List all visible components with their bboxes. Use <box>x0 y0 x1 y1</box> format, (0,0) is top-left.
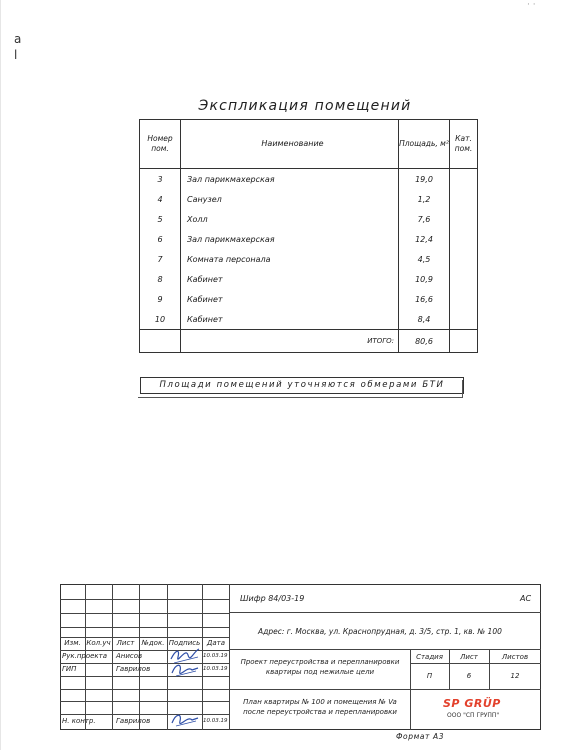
stamp-col-ndok: №док. <box>141 639 165 647</box>
room-name: Санузел <box>181 189 399 209</box>
stamp-col-podpis: Подпись <box>168 639 201 647</box>
room-area: 7,6 <box>399 209 450 229</box>
room-area: 19,0 <box>399 169 450 190</box>
corner-mark-2: l <box>14 48 18 62</box>
stamp-name-rukproekta: Анисов <box>116 652 143 660</box>
corner-mark: a <box>14 32 22 46</box>
room-category <box>450 249 478 269</box>
table-row <box>140 209 478 229</box>
stamp-stadia-value: П <box>426 672 433 680</box>
room-area: 16,6 <box>399 289 450 309</box>
signature-gavrilov <box>168 661 202 679</box>
stamp-role-gip: ГИП <box>62 665 77 673</box>
signature-gavrilov-2 <box>168 711 202 729</box>
explication-table <box>139 119 478 353</box>
stamp-role-rukproekta: Рук.проекта <box>62 652 108 660</box>
page-title: Экспликация помещений <box>198 98 412 114</box>
table-row <box>140 249 478 269</box>
total-value: 80,6 <box>399 330 450 353</box>
stamp-role-nkontr: Н. контр. <box>62 717 96 725</box>
table-row <box>140 289 478 309</box>
room-category <box>450 229 478 249</box>
room-area: 4,5 <box>399 249 450 269</box>
room-area: 10,9 <box>399 269 450 289</box>
table-row <box>140 269 478 289</box>
room-number: 3 <box>140 169 181 190</box>
room-number: 7 <box>140 249 181 269</box>
room-category <box>450 309 478 330</box>
stamp-date-rukproekta: 10.03.19 <box>203 653 228 659</box>
header-category: Кат. пом. <box>450 120 478 169</box>
room-number: 6 <box>140 229 181 249</box>
room-category <box>450 209 478 229</box>
corner-dots: · · <box>527 0 536 10</box>
room-name: Зал парикмахерская <box>181 169 399 190</box>
stamp-date-nkontr: 10.03.19 <box>203 718 228 724</box>
header-number: Номер пом. <box>140 120 181 169</box>
stamp-col-koluch: Кол.уч <box>86 639 111 647</box>
table-row <box>140 169 478 190</box>
room-area: 12,4 <box>399 229 450 249</box>
room-name: Кабинет <box>181 309 399 330</box>
company-name: ООО "СП ГРУПП" <box>447 712 500 719</box>
stamp-col-list: Лист <box>116 639 135 647</box>
stamp-list-label: Лист <box>460 653 478 661</box>
room-number: 10 <box>140 309 181 330</box>
total-label: ИТОГО: <box>181 330 399 353</box>
sheet-format: Формат А3 <box>396 732 445 741</box>
room-name: Холл <box>181 209 399 229</box>
room-number: 5 <box>140 209 181 229</box>
room-number: 4 <box>140 189 181 209</box>
room-number: 8 <box>140 269 181 289</box>
room-category <box>450 289 478 309</box>
stamp-stadia-label: Стадия <box>416 653 443 661</box>
stamp-name-gip: Гаврилов <box>116 665 151 673</box>
stamp-sheet-title: План квартиры № 100 и помещения № Va после переустройства и перепланировки <box>243 698 397 716</box>
room-name: Кабинет <box>181 289 399 309</box>
room-category <box>450 189 478 209</box>
company-logo: SP GRÜP <box>443 697 501 710</box>
table-header-row <box>140 120 478 169</box>
stamp-list-value: 6 <box>466 672 472 680</box>
stamp-address: Адрес: г. Москва, ул. Краснопрудная, д. 3/5, стр. 1, кв. № 100 <box>258 627 502 636</box>
room-category <box>450 269 478 289</box>
table-total-row <box>140 330 478 353</box>
header-name: Наименование <box>181 120 399 169</box>
stamp-col-data: Дата <box>206 639 226 647</box>
room-name: Зал парикмахерская <box>181 229 399 249</box>
table-row <box>140 309 478 330</box>
stamp-code: Шифр 84/03-19 <box>240 594 305 603</box>
header-area: Площадь, м² <box>399 120 450 169</box>
room-area: 8,4 <box>399 309 450 330</box>
table-row <box>140 229 478 249</box>
area-note: Площади помещений уточняются обмерами БТИ <box>140 377 464 394</box>
room-number: 9 <box>140 289 181 309</box>
room-name: Кабинет <box>181 269 399 289</box>
stamp-date-gip: 10.03.19 <box>203 666 228 672</box>
table-row <box>140 189 478 209</box>
room-category <box>450 169 478 190</box>
stamp-listov-label: Листов <box>501 653 529 661</box>
stamp-col-izm: Изм. <box>64 639 81 647</box>
stamp-name-nkontr: Гаврилов <box>116 717 151 725</box>
stamp-project-title: Проект переустройства и перепланировки квартиры под нежилые цели <box>240 658 400 676</box>
room-area: 1,2 <box>399 189 450 209</box>
room-name: Комната персонала <box>181 249 399 269</box>
stamp-listov-value: 12 <box>510 672 520 680</box>
stamp-stage-letter: АС <box>520 594 532 603</box>
